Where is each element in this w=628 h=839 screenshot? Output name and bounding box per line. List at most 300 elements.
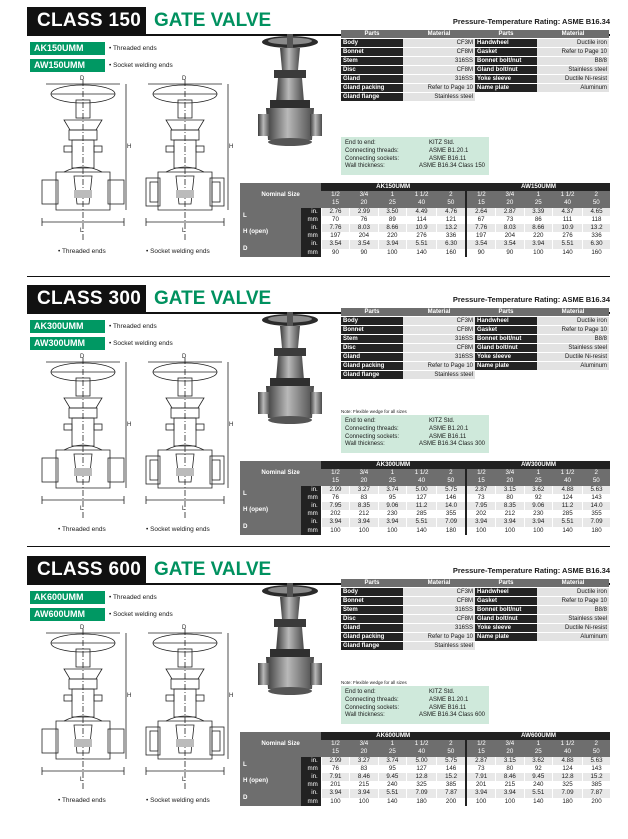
dimension-value: 3.15 [496, 757, 524, 765]
dimension-value: 5.63 [583, 757, 610, 765]
size-mm: 25 [378, 748, 406, 756]
dimension-value: 215 [496, 781, 524, 789]
header-rule [27, 34, 277, 36]
dimension-value: 336 [583, 232, 610, 240]
caption-threaded: • Threaded ends [58, 526, 106, 533]
dimension-value: 92 [524, 494, 552, 502]
dimension-value: 4.76 [437, 208, 467, 216]
standards-info-box [341, 686, 489, 724]
standard-label: Connecting threads: [345, 147, 399, 154]
dimension-value: 3.50 [378, 208, 406, 216]
dimension-value: 5.51 [407, 518, 437, 526]
dimension-value: 100 [466, 798, 496, 806]
part-name: Gasket [475, 597, 537, 606]
part-name: Gland bolt/nut [475, 344, 537, 353]
standard-row [345, 148, 485, 156]
class-title: CLASS 150 [27, 7, 146, 35]
part-material: CF3M [403, 39, 475, 48]
dimension-label: H (open) [240, 502, 301, 518]
size-mm: 40 [407, 748, 437, 756]
dims-row-in [240, 518, 610, 526]
dimension-value: 5.51 [553, 518, 583, 526]
socket-welding-valve-drawing [136, 350, 234, 525]
part-material: Aluminum [537, 84, 609, 93]
part-name: Handwheel [475, 588, 537, 597]
model-badge-socket: AW600UMM [30, 608, 105, 621]
dimension-value: 100 [378, 527, 406, 535]
dimension-value: 3.94 [350, 789, 378, 797]
dimension-value: 212 [496, 510, 524, 518]
dimension-value: 180 [407, 798, 437, 806]
pressure-rating: Pressure-Temperature Rating: ASME B16.34 [452, 17, 610, 26]
dimension-value: 3.39 [524, 208, 552, 216]
dimension-value: 2.87 [496, 208, 524, 216]
part-name: Name plate [475, 362, 537, 371]
part-material: Refer to Page 10 [403, 633, 475, 642]
parts-header-cell: Parts [341, 579, 403, 588]
valve-photo [252, 30, 328, 150]
size-mm: 20 [496, 477, 524, 485]
size-inch: 2 [583, 469, 610, 477]
socket-welding-valve-drawing [136, 72, 234, 247]
standard-value: ASME B1.20.1 [429, 425, 469, 432]
part-name: Gland [341, 75, 403, 84]
part-material: Aluminum [537, 633, 609, 642]
dimension-value: 336 [437, 232, 467, 240]
standard-value: ASME B16.11 [429, 155, 467, 162]
dimension-value: 202 [321, 510, 349, 518]
dimension-value: 325 [553, 781, 583, 789]
dimension-value: 118 [583, 216, 610, 224]
standard-row [345, 156, 485, 164]
dimension-value: 80 [496, 494, 524, 502]
standard-label: End to end: [345, 689, 376, 695]
unit-inch: in. [301, 773, 321, 781]
dims-row-in [240, 486, 610, 494]
unit-inch: in. [301, 208, 321, 216]
standard-value: ASME B16.34 Class 600 [418, 712, 485, 719]
dimension-value: 3.27 [350, 486, 378, 494]
valve-section [0, 549, 628, 821]
part-name [475, 642, 537, 651]
size-mm: 20 [350, 199, 378, 207]
dimension-value: 92 [524, 765, 552, 773]
dimension-value: 100 [321, 798, 349, 806]
dim-label-l: L [182, 777, 186, 783]
gate-valve-title: GATE VALVE [146, 7, 276, 35]
dimension-value: 95 [378, 494, 406, 502]
size-mm: 40 [553, 477, 583, 485]
dimension-value: 5.75 [437, 757, 467, 765]
part-name: Bonnet [341, 326, 403, 335]
group-header-socket: AW150UMM [466, 183, 610, 191]
standard-label: Connecting sockets: [345, 433, 400, 440]
dimension-label: L [240, 208, 301, 224]
part-name: Gland bolt/nut [475, 66, 537, 75]
caption-threaded: • Threaded ends [58, 248, 106, 255]
threaded-valve-drawing [34, 350, 132, 525]
dimension-value: 100 [378, 249, 406, 257]
pressure-rating: Pressure-Temperature Rating: ASME B16.34 [452, 566, 610, 575]
dimension-label: D [240, 240, 301, 256]
parts-row [341, 362, 609, 371]
parts-row [341, 588, 609, 597]
unit-inch: in. [301, 757, 321, 765]
dimension-value: 12.8 [553, 773, 583, 781]
parts-row [341, 39, 609, 48]
part-material [537, 371, 609, 380]
parts-row [341, 624, 609, 633]
part-material: CF3M [403, 588, 475, 597]
dimension-value: 3.54 [466, 240, 496, 248]
group-header-socket: AW300UMM [466, 461, 610, 469]
parts-row [341, 75, 609, 84]
dimension-value: 220 [378, 232, 406, 240]
size-mm: 25 [378, 477, 406, 485]
part-material: Refer to Page 10 [537, 48, 609, 57]
part-material: Stainless steel [537, 344, 609, 353]
standard-label: Wall thickness: [345, 441, 385, 448]
group-header-threaded: AK600UMM [321, 732, 466, 740]
dimensions-table [240, 461, 610, 535]
dimension-value: 2.99 [321, 757, 349, 765]
part-name: Bonnet bolt/nut [475, 606, 537, 615]
standard-label: Connecting sockets: [345, 155, 400, 162]
dim-label-h: H [127, 144, 132, 150]
dimension-value: 2.87 [466, 486, 496, 494]
part-material: Ductile iron [537, 588, 609, 597]
size-mm: 50 [583, 748, 610, 756]
dimension-value: 124 [553, 494, 583, 502]
dimension-value: 100 [524, 527, 552, 535]
dimension-value: 7.76 [466, 224, 496, 232]
model-badge-threaded: AK300UMM [30, 320, 105, 333]
valve-photo [252, 579, 328, 699]
part-name: Stem [341, 335, 403, 344]
dimension-value: 140 [553, 249, 583, 257]
dimension-value: 15.2 [583, 773, 610, 781]
standard-value: ASME B1.20.1 [429, 147, 469, 154]
parts-table-header [341, 30, 609, 39]
flexible-wedge-note: Note: Flexible wedge for all sizes [341, 680, 407, 685]
part-name: Handwheel [475, 39, 537, 48]
caption-socket: • Socket welding ends [146, 526, 210, 533]
section-divider [27, 276, 610, 277]
dimension-value: 90 [496, 249, 524, 257]
size-mm: 25 [524, 477, 552, 485]
model-note-threaded: • Threaded ends [109, 594, 157, 601]
dimension-value: 90 [350, 249, 378, 257]
part-name: Handwheel [475, 317, 537, 326]
flexible-wedge-note: Note: Flexible wedge for all sizes [341, 409, 407, 414]
dimension-value: 140 [378, 798, 406, 806]
size-mm: 50 [437, 748, 467, 756]
part-name: Gland [341, 353, 403, 362]
model-badge-socket: AW300UMM [30, 337, 105, 350]
part-material: Stainless steel [403, 371, 475, 380]
dimension-value: 143 [583, 765, 610, 773]
size-mm: 20 [350, 477, 378, 485]
dimension-value: 3.94 [524, 240, 552, 248]
dimension-value: 7.91 [321, 773, 349, 781]
dimension-value: 160 [583, 249, 610, 257]
dimension-value: 2.64 [466, 208, 496, 216]
part-name: Gasket [475, 48, 537, 57]
model-note-socket: • Socket welding ends [109, 340, 173, 347]
dimension-value: 73 [466, 765, 496, 773]
dimension-value: 3.62 [524, 757, 552, 765]
parts-row [341, 597, 609, 606]
part-material: Ductile Ni-resist [537, 75, 609, 84]
unit-mm: mm [301, 527, 321, 535]
dimension-value: 285 [407, 510, 437, 518]
parts-header-cell: Parts [475, 579, 537, 588]
dimension-value: 5.51 [407, 240, 437, 248]
dimension-value: 3.54 [496, 240, 524, 248]
size-mm: 20 [496, 748, 524, 756]
unit-inch: in. [301, 486, 321, 494]
part-material: Ductile iron [537, 317, 609, 326]
size-inch: 3/4 [350, 469, 378, 477]
dimension-value: 160 [437, 249, 467, 257]
part-material: 316SS [403, 606, 475, 615]
dimension-value: 10.9 [553, 224, 583, 232]
socket-welding-valve-drawing [136, 621, 234, 796]
size-inch: 2 [583, 740, 610, 748]
part-name: Gasket [475, 326, 537, 335]
dims-row-in [240, 224, 610, 232]
dimension-value: 197 [321, 232, 349, 240]
part-material: 316SS [403, 57, 475, 66]
size-inch: 2 [583, 191, 610, 199]
part-material: Stainless steel [403, 642, 475, 651]
dimension-value: 95 [378, 765, 406, 773]
dim-label-d: D [80, 354, 85, 360]
standard-label: Connecting sockets: [345, 704, 400, 711]
parts-header-cell: Material [537, 30, 609, 39]
part-name: Gland bolt/nut [475, 615, 537, 624]
dim-label-d: D [80, 76, 85, 82]
dimension-value: 3.94 [524, 518, 552, 526]
standard-label: Connecting threads: [345, 425, 399, 432]
dimension-value: 100 [466, 527, 496, 535]
standard-row [345, 426, 485, 434]
part-name: Name plate [475, 633, 537, 642]
parts-row [341, 66, 609, 75]
dimension-value: 9.45 [524, 773, 552, 781]
size-inch: 3/4 [350, 191, 378, 199]
model-note-threaded: • Threaded ends [109, 323, 157, 330]
dimension-value: 7.91 [466, 773, 496, 781]
dimension-value: 140 [524, 798, 552, 806]
part-name: Bonnet bolt/nut [475, 57, 537, 66]
size-inch: 1 [524, 469, 552, 477]
unit-inch: in. [301, 224, 321, 232]
dimension-value: 7.09 [553, 789, 583, 797]
dimension-value: 143 [583, 494, 610, 502]
unit-mm: mm [301, 249, 321, 257]
standard-label: Wall thickness: [345, 163, 385, 170]
dimension-value: 3.94 [496, 518, 524, 526]
dimension-value: 385 [583, 781, 610, 789]
part-material: CF8M [403, 326, 475, 335]
parts-material-table [341, 308, 609, 380]
dim-label-l: L [182, 228, 186, 234]
parts-row [341, 615, 609, 624]
size-mm: 50 [437, 477, 467, 485]
dimension-value: 11.2 [553, 502, 583, 510]
dimension-value: 83 [350, 494, 378, 502]
dimension-value: 230 [524, 510, 552, 518]
standard-label: Connecting threads: [345, 696, 399, 703]
dims-row-in [240, 240, 610, 248]
dim-label-d: D [182, 354, 187, 360]
dimension-value: 3.54 [350, 240, 378, 248]
dimension-value: 86 [524, 216, 552, 224]
parts-table-header [341, 579, 609, 588]
dimension-value: 140 [407, 527, 437, 535]
standard-label: End to end: [345, 140, 376, 146]
dimension-value: 7.09 [437, 518, 467, 526]
size-inch: 1 1/2 [553, 740, 583, 748]
part-material: CF8M [403, 597, 475, 606]
dimension-value: 5.00 [407, 486, 437, 494]
model-badge-socket: AW150UMM [30, 59, 105, 72]
dimension-label: D [240, 518, 301, 534]
size-mm: 50 [437, 199, 467, 207]
dimension-value: 325 [407, 781, 437, 789]
parts-row [341, 84, 609, 93]
parts-header-cell: Parts [475, 308, 537, 317]
size-mm: 20 [496, 199, 524, 207]
dims-row-in [240, 502, 610, 510]
dimension-value: 80 [496, 765, 524, 773]
parts-header-cell: Material [537, 579, 609, 588]
standard-label: End to end: [345, 418, 376, 424]
size-mm: 40 [407, 477, 437, 485]
dimension-value: 3.74 [378, 757, 406, 765]
dimension-value: 200 [437, 798, 467, 806]
part-name: Bonnet [341, 597, 403, 606]
dimension-value: 2.76 [321, 208, 349, 216]
dimension-value: 5.00 [407, 757, 437, 765]
part-material: 316SS [403, 624, 475, 633]
dimension-value: 7.95 [321, 502, 349, 510]
dimension-value: 146 [437, 765, 467, 773]
caption-threaded: • Threaded ends [58, 797, 106, 804]
size-mm: 15 [466, 477, 496, 485]
size-inch: 2 [437, 191, 467, 199]
part-material: Refer to Page 10 [537, 597, 609, 606]
model-badge-threaded: AK600UMM [30, 591, 105, 604]
dims-group-row [240, 461, 610, 469]
dim-label-h: H [229, 693, 234, 699]
dimension-value: 9.45 [378, 773, 406, 781]
dimension-value: 140 [553, 527, 583, 535]
parts-row [341, 344, 609, 353]
dimension-value: 3.54 [321, 240, 349, 248]
dim-label-h: H [229, 422, 234, 428]
parts-row [341, 48, 609, 57]
size-inch: 3/4 [496, 740, 524, 748]
size-inch: 1 [378, 191, 406, 199]
part-name: Body [341, 39, 403, 48]
pressure-rating: Pressure-Temperature Rating: ASME B16.34 [452, 295, 610, 304]
standard-row [345, 418, 485, 426]
dimension-value: 3.94 [466, 789, 496, 797]
dimension-value: 8.03 [496, 224, 524, 232]
parts-row [341, 335, 609, 344]
dimension-value: 7.95 [466, 502, 496, 510]
dim-label-l: L [182, 506, 186, 512]
standard-value: KITZ Std. [429, 140, 455, 146]
standard-row [345, 434, 485, 442]
dimension-value: 73 [466, 494, 496, 502]
size-inch: 1 [378, 469, 406, 477]
part-material: Ductile Ni-resist [537, 353, 609, 362]
dimension-value: 204 [496, 232, 524, 240]
dimension-value: 8.46 [350, 773, 378, 781]
part-name: Body [341, 317, 403, 326]
dimension-label: H (open) [240, 224, 301, 240]
dimension-value: 3.94 [321, 518, 349, 526]
size-mm: 40 [553, 199, 583, 207]
size-mm: 15 [466, 199, 496, 207]
size-mm: 25 [524, 199, 552, 207]
dimension-label: L [240, 757, 301, 773]
dim-label-d: D [80, 625, 85, 631]
dimension-value: 14.0 [583, 502, 610, 510]
standard-row [345, 705, 485, 713]
standard-label: Wall thickness: [345, 712, 385, 719]
group-header-threaded: AK300UMM [321, 461, 466, 469]
dimension-value: 8.35 [496, 502, 524, 510]
dimension-value: 8.35 [350, 502, 378, 510]
size-inch: 1 1/2 [407, 469, 437, 477]
dimension-value: 385 [437, 781, 467, 789]
dimension-value: 2.99 [321, 486, 349, 494]
part-material [537, 642, 609, 651]
dimension-value: 7.87 [437, 789, 467, 797]
part-material: CF8M [403, 66, 475, 75]
dimension-value: 11.2 [407, 502, 437, 510]
dimension-value: 3.94 [378, 240, 406, 248]
size-inch: 1/2 [321, 191, 349, 199]
size-inch: 1 [524, 191, 552, 199]
size-inch: 1 1/2 [553, 191, 583, 199]
standard-row [345, 689, 485, 697]
part-material: CF8M [403, 615, 475, 624]
standard-row [345, 697, 485, 705]
valve-section [0, 0, 628, 272]
part-material: 316SS [403, 335, 475, 344]
parts-row [341, 633, 609, 642]
dimension-value: 215 [350, 781, 378, 789]
unit-mm: mm [301, 798, 321, 806]
size-inch: 1 [378, 740, 406, 748]
dimension-value: 5.51 [524, 789, 552, 797]
section-divider [27, 546, 610, 547]
dims-group-row [240, 732, 610, 740]
model-note-socket: • Socket welding ends [109, 611, 173, 618]
standard-value: ASME B16.34 Class 300 [418, 441, 485, 448]
parts-row [341, 57, 609, 66]
part-name: Bonnet [341, 48, 403, 57]
dimension-label: H (open) [240, 773, 301, 789]
unit-mm: mm [301, 781, 321, 789]
dimension-value: 5.63 [583, 486, 610, 494]
dimension-value: 180 [583, 527, 610, 535]
